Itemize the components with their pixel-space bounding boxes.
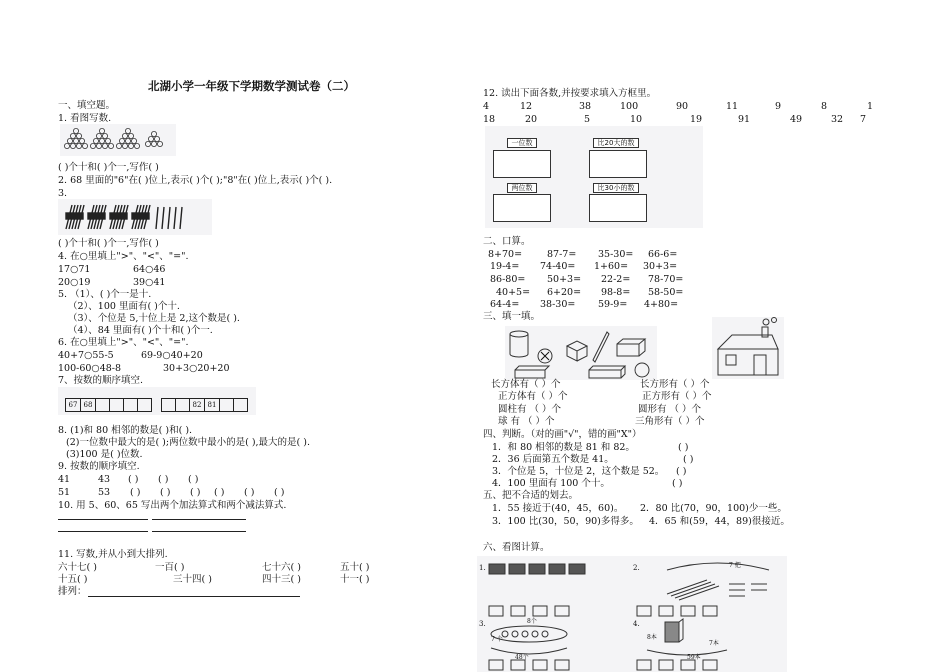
picture-number: 4. <box>633 620 640 628</box>
oral-item: 78-70= <box>648 274 684 285</box>
judge-blank[interactable]: ( ) <box>678 442 689 453</box>
question-8-2: (2)一位数中最大的是( );两位数中最小的是( ),最大的是( ). <box>66 437 310 448</box>
answer-box[interactable] <box>589 194 647 222</box>
picture-label: 59本 <box>687 654 701 661</box>
number-value: 7 <box>860 114 867 125</box>
cross-out-item: 3．100 比(30，50，90)多得多。 <box>492 516 639 527</box>
question-8-3: (3)100 是( )位数. <box>66 449 143 460</box>
shape-count-plane: 三角形有（ ）个 <box>635 416 705 427</box>
classify-boxes-panel <box>485 126 703 228</box>
oral-item: 66-6= <box>648 249 678 260</box>
write-number-item: 六十七( ) <box>58 562 97 573</box>
judge-item: 2．36 后面第五个数是 41。 <box>492 454 614 465</box>
sequence-cell[interactable] <box>175 398 190 412</box>
number-value: 32 <box>831 114 844 125</box>
write-number-item: 三十四( ) <box>173 574 212 585</box>
sequence-cell[interactable]: 67 <box>65 398 81 412</box>
sequence-blank[interactable]: ( ) <box>130 487 141 498</box>
sequence-value: 43 <box>98 474 111 485</box>
number-value: 49 <box>790 114 803 125</box>
cross-out-item: 4．65 和(59，44，89)很接近。 <box>649 516 790 527</box>
stick-bundles-image <box>58 199 212 235</box>
sequence-cell[interactable]: 82 <box>189 398 205 412</box>
judge-blank[interactable]: ( ) <box>676 466 687 477</box>
question-1: 1. 看图写数. <box>58 113 112 124</box>
answer-line[interactable] <box>58 519 148 520</box>
sort-answer-line[interactable] <box>88 596 300 597</box>
number-value: 5 <box>584 114 591 125</box>
judge-blank[interactable]: ( ) <box>683 454 694 465</box>
sort-label: 排列： <box>58 586 87 597</box>
question-9: 9. 按数的顺序填空. <box>58 461 140 472</box>
shape-count-plane: 圆形有 （ ）个 <box>638 404 702 415</box>
picture-drawings-icon <box>477 556 787 672</box>
picture-label: 7 个 <box>491 636 503 643</box>
question-5: 5. （1）、( )个一是十. <box>58 289 152 300</box>
picture-label: 48个 <box>515 654 529 661</box>
sequence-blank[interactable]: ( ) <box>160 487 171 498</box>
picture-number: 2. <box>633 564 640 572</box>
triangle-dots-icon <box>60 124 176 156</box>
oral-item: 58-50= <box>648 287 684 298</box>
sequence-blank[interactable]: ( ) <box>128 474 139 485</box>
picture-number: 3. <box>479 620 486 628</box>
oral-item: 19-4= <box>490 261 520 272</box>
question-5-4: （4）、84 里面有( )个十和( )个一. <box>68 325 213 336</box>
triangle-counters-image <box>60 124 176 156</box>
solid-shapes-image <box>505 326 657 380</box>
question-8-1: 8. (1)和 80 相邻的数是( )和( ). <box>58 425 193 436</box>
number-value: 91 <box>738 114 751 125</box>
number-value: 100 <box>620 101 639 112</box>
oral-item: 35-30= <box>598 249 634 260</box>
oral-item: 38-30= <box>540 299 576 310</box>
oral-item: 30+3= <box>643 261 678 272</box>
judge-item: 1．和 80 相邻的数是 81 和 82。 <box>492 442 635 453</box>
question-3-fill: ( )个十和( )个一,写作( ) <box>58 238 159 249</box>
answer-line[interactable] <box>58 531 148 532</box>
oral-item: 87-7= <box>547 249 577 260</box>
question-4: 4. 在○里填上">"、"<"、"=". <box>58 251 189 262</box>
sequence-cell[interactable]: 68 <box>80 398 96 412</box>
sequence-blank[interactable]: ( ) <box>190 487 201 498</box>
number-value: 9 <box>775 101 782 112</box>
number-value: 90 <box>676 101 689 112</box>
sequence-box-1 <box>66 398 152 412</box>
oral-item: 98-8= <box>601 287 631 298</box>
compare-4d: 39○41 <box>133 277 166 288</box>
oral-item: 64-4= <box>490 299 520 310</box>
judge-item: 3．个位是 5，十位是 2，这个数是 52。 <box>492 466 665 477</box>
oral-item: 4+80= <box>644 299 679 310</box>
oral-item: 6+20= <box>547 287 582 298</box>
solid-shapes-icon <box>505 326 657 380</box>
sequence-box-2 <box>162 398 248 412</box>
number-value: 38 <box>579 101 592 112</box>
number-value: 11 <box>726 101 739 112</box>
sequence-value: 51 <box>58 487 71 498</box>
oral-item: 22-2= <box>601 274 631 285</box>
compare-4c: 20○19 <box>58 277 91 288</box>
sequence-cell[interactable] <box>123 398 138 412</box>
question-1-fill: ( )个十和( )个一,写作( ) <box>58 162 159 173</box>
question-6: 6. 在○里填上">"、"<"、"=". <box>58 337 189 348</box>
section-5-heading: 五、把不合适的划去。 <box>483 490 579 501</box>
section-4-heading: 四、判断。（对的画"√"，错的画"X"） <box>483 429 642 440</box>
box-label: 比30小的数 <box>593 183 639 193</box>
shape-count-solid: 圆柱有 （ ）个 <box>498 404 562 415</box>
oral-item: 1+60= <box>594 261 629 272</box>
oral-item: 74-40= <box>540 261 576 272</box>
picture-number: 1. <box>479 564 486 572</box>
question-7: 7、按数的顺序填空. <box>58 375 144 386</box>
number-value: 12 <box>520 101 533 112</box>
number-value: 4 <box>483 101 490 112</box>
question-11: 11. 写数,并从小到大排列. <box>58 549 168 560</box>
write-number-item: 五十( ) <box>340 562 370 573</box>
picture-label: 8个 <box>527 618 537 625</box>
compare-4a: 17○71 <box>58 264 91 275</box>
question-5-2: （2）、100 里面有( )个十. <box>68 301 180 312</box>
answer-box[interactable] <box>493 150 551 178</box>
house-figure-image <box>712 317 784 379</box>
page-title: 北湖小学一年级下学期数学测试卷（二） <box>148 79 355 93</box>
section-6-heading: 六、看图计算。 <box>483 542 550 553</box>
sequence-cell[interactable] <box>233 398 248 412</box>
number-value: 20 <box>525 114 538 125</box>
sequence-cell[interactable] <box>161 398 176 412</box>
sequence-value: 41 <box>58 474 71 485</box>
oral-item: 50+3= <box>547 274 582 285</box>
sequence-blank[interactable]: ( ) <box>244 487 255 498</box>
section-1-heading: 一、填空题。 <box>58 100 116 111</box>
compare-6c: 100-60○48-8 <box>58 363 122 374</box>
section-2-heading: 二、口算。 <box>483 236 531 247</box>
question-2: 2. 68 里面的"6"在( )位上,表示( )个( );"8"在( )位上,表示( )个( ). <box>58 175 333 186</box>
write-number-item: 七十六( ) <box>262 562 301 573</box>
compare-4b: 64○46 <box>133 264 166 275</box>
sequence-cell[interactable] <box>219 398 234 412</box>
answer-box[interactable] <box>589 150 647 178</box>
house-icon <box>712 317 784 379</box>
box-label: 一位数 <box>507 138 537 148</box>
sequence-value: 53 <box>98 487 111 498</box>
write-number-item: 一百( ) <box>155 562 185 573</box>
write-number-item: 四十三( ) <box>262 574 301 585</box>
compare-6d: 30+3○20+20 <box>163 363 230 374</box>
shape-count-plane: 长方形有（ ）个 <box>640 379 710 390</box>
oral-item: 86-80= <box>490 274 526 285</box>
picture-label: 7本 <box>709 640 719 647</box>
compare-6b: 69-9○40+20 <box>141 350 203 361</box>
number-value: 10 <box>630 114 643 125</box>
stick-bundle-icon <box>58 199 212 235</box>
box-label: 比20大的数 <box>593 138 639 148</box>
oral-item: 40+5= <box>496 287 531 298</box>
shape-count-solid: 正方体有（ ）个 <box>498 391 568 402</box>
shape-count-solid: 球 有 （ ）个 <box>498 416 555 427</box>
question-12: 12. 读出下面各数,并按要求填入方框里。 <box>483 88 657 99</box>
answer-box[interactable] <box>493 194 551 222</box>
question-3: 3. <box>58 188 68 199</box>
number-value: 18 <box>483 114 496 125</box>
judge-blank[interactable]: ( ) <box>672 478 683 489</box>
sequence-blank[interactable]: ( ) <box>188 474 199 485</box>
cross-out-item: 2．80 比(70，90，100)少一些。 <box>640 503 787 514</box>
oral-item: 59-9= <box>598 299 628 310</box>
sequence-cell[interactable]: 81 <box>204 398 220 412</box>
write-number-item: 十一( ) <box>340 574 370 585</box>
picture-label: 7 把 <box>729 562 741 569</box>
cross-out-item: 1．55 接近于(40，45，60)。 <box>492 503 624 514</box>
number-value: 19 <box>690 114 703 125</box>
judge-item: 4．100 里面有 100 个十。 <box>492 478 610 489</box>
sequence-cell[interactable] <box>95 398 110 412</box>
sequence-blank[interactable]: ( ) <box>158 474 169 485</box>
question-5-3: （3）、个位是 5,十位上是 2,这个数是( ). <box>68 313 240 324</box>
section-3-heading: 三、填一填。 <box>483 311 541 322</box>
sequence-blank[interactable]: ( ) <box>214 487 225 498</box>
sequence-blank[interactable]: ( ) <box>274 487 285 498</box>
picture-calculation-area <box>477 556 787 672</box>
compare-6a: 40+7○55-5 <box>58 350 114 361</box>
sequence-cell[interactable] <box>137 398 152 412</box>
shape-count-plane: 正方形有（ ）个 <box>642 391 712 402</box>
write-number-item: 十五( ) <box>58 574 88 585</box>
answer-line[interactable] <box>152 531 246 532</box>
sequence-cell[interactable] <box>109 398 124 412</box>
oral-item: 8+70= <box>488 249 523 260</box>
answer-line[interactable] <box>152 519 246 520</box>
box-label: 两位数 <box>507 183 537 193</box>
number-value: 8 <box>821 101 828 112</box>
question-10: 10. 用 5、60、65 写出两个加法算式和两个减法算式. <box>58 500 287 511</box>
shape-count-solid: 长方体有（ ）个 <box>491 379 561 390</box>
number-value: 1 <box>867 101 874 112</box>
picture-label: 8本 <box>647 634 657 641</box>
